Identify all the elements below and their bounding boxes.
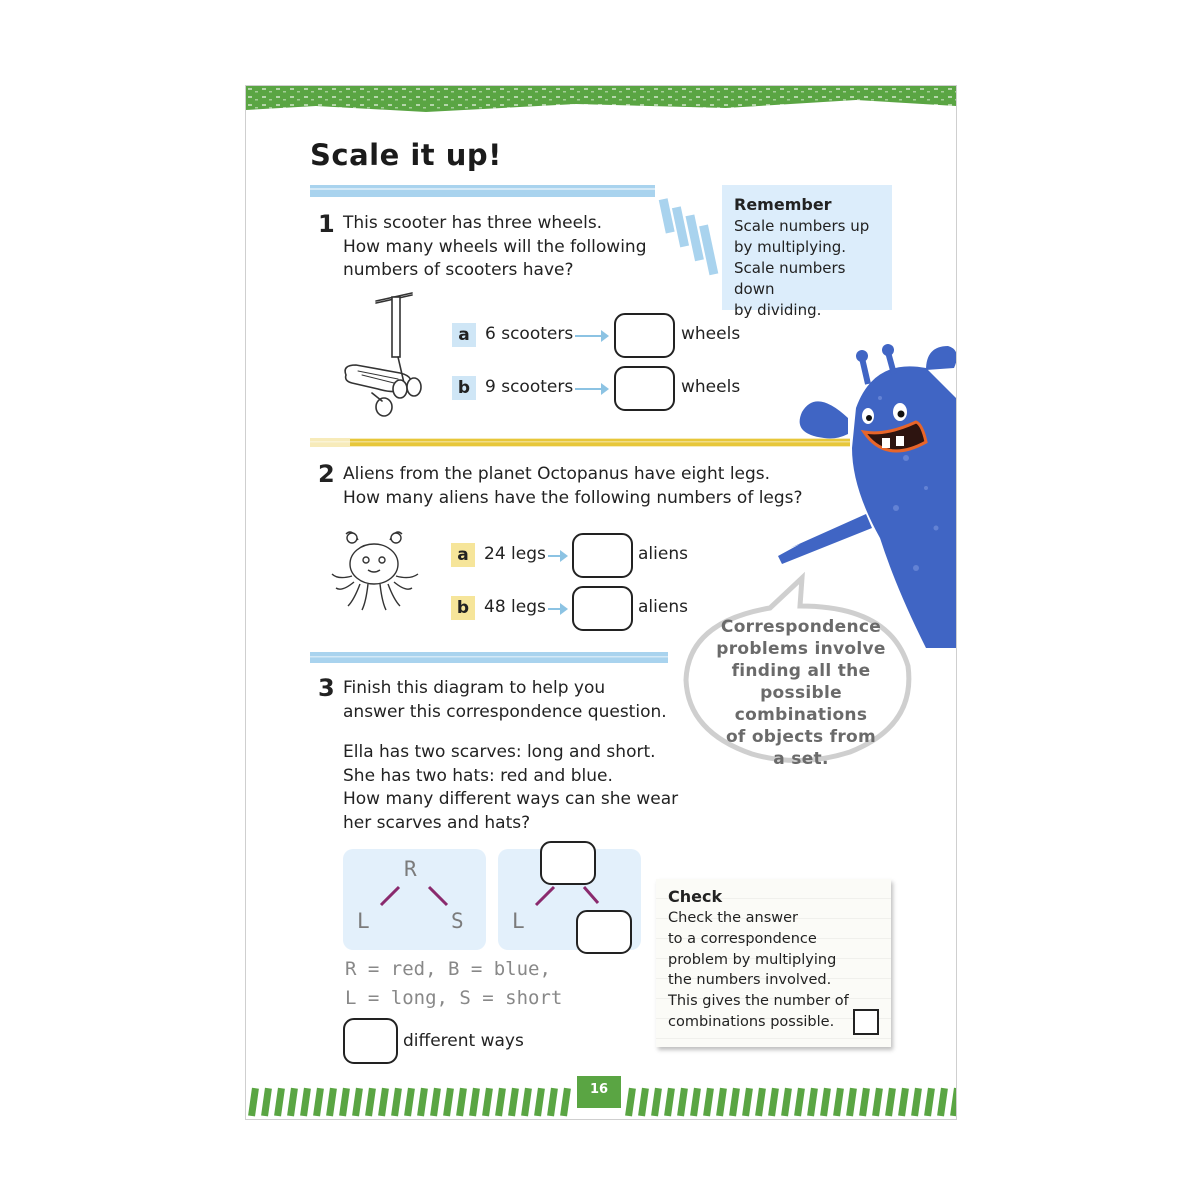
q2-number: 2 <box>318 460 335 488</box>
q1-number: 1 <box>318 210 335 238</box>
check-line: Check the answer <box>668 910 798 926</box>
q2b-letter: b <box>451 596 475 620</box>
key-line: R = red, B = blue, <box>345 958 551 980</box>
q1-text <box>343 212 647 283</box>
q2b-unit: aliens <box>638 597 688 617</box>
key-line: L = long, S = short <box>345 987 563 1009</box>
q1-line: This scooter has three wheels. <box>343 213 603 233</box>
check-note <box>656 879 891 1047</box>
q2a-arrow-icon <box>548 555 566 557</box>
remember-box <box>722 185 892 319</box>
q2a-unit: aliens <box>638 544 688 564</box>
blue-stripe-mid <box>310 651 674 665</box>
page-title: Scale it up! <box>310 138 502 172</box>
remember-line: by dividing. <box>734 301 822 319</box>
diagram-key <box>345 955 562 1013</box>
diagram-left-label: L <box>357 909 370 933</box>
q2a-letter: a <box>451 543 475 567</box>
q3-story-line: How many different ways can she wear <box>343 789 679 809</box>
bubble-line: of objects from <box>725 727 877 747</box>
check-line: problem by multiplying <box>668 951 837 968</box>
q2a-text: 24 legs <box>484 544 546 564</box>
q2b-text: 48 legs <box>484 597 546 617</box>
q3-intro <box>343 677 667 724</box>
q3-story-line: Ella has two scarves: long and short. <box>343 742 656 762</box>
tree-diagram-example <box>343 849 486 950</box>
q1a-answer-box[interactable] <box>614 313 675 358</box>
q2a-answer-box[interactable] <box>572 533 633 578</box>
q1a-letter: a <box>452 323 476 347</box>
q1a-arrow-icon <box>575 335 607 337</box>
diagram-right-label: S <box>451 909 464 933</box>
q1b-arrow-icon <box>575 388 607 390</box>
q1b-letter: b <box>452 376 476 400</box>
q1-line: numbers of scooters have? <box>343 260 574 280</box>
remember-line: Scale numbers down <box>734 259 846 298</box>
diagram2-top-answer-box[interactable] <box>540 841 596 885</box>
q3-story-line: She has two hats: red and blue. <box>343 765 613 786</box>
q3-intro-line: answer this correspondence question. <box>343 701 667 722</box>
q3-number: 3 <box>318 674 335 702</box>
q3-intro-line: Finish this diagram to help you <box>343 678 606 698</box>
q1a-unit: wheels <box>681 324 741 344</box>
q2b-arrow-icon <box>548 608 566 610</box>
diagram2-left-label: L <box>512 909 525 933</box>
check-heading: Check <box>668 887 723 906</box>
bubble-line: a set. <box>773 749 829 769</box>
top-green-banner <box>246 86 956 120</box>
scooter-illustration <box>338 289 430 417</box>
q3-story <box>343 741 678 835</box>
q1b-unit: wheels <box>681 377 741 397</box>
bubble-line: finding all the <box>731 661 871 681</box>
bubble-line: problems involve <box>716 639 886 659</box>
q3-answer-unit: different ways <box>403 1031 524 1051</box>
diagram-top-label: R <box>404 857 417 881</box>
q2b-answer-box[interactable] <box>572 586 633 631</box>
q1-line: How many wheels will the following <box>343 236 647 257</box>
q3-answer-box[interactable] <box>343 1018 398 1064</box>
speech-bubble-text <box>696 616 906 770</box>
q2-text <box>343 463 803 510</box>
yellow-stripe <box>310 436 850 450</box>
q2-line: Aliens from the planet Octopanus have eight legs. <box>343 464 771 484</box>
check-line: the numbers involved. <box>668 972 832 989</box>
remember-heading: Remember <box>734 195 832 214</box>
check-tickbox[interactable] <box>853 1009 879 1035</box>
bubble-line: Correspondence <box>720 617 882 637</box>
remember-line: Scale numbers up <box>734 217 870 235</box>
remember-line: by multiplying. <box>734 238 847 256</box>
diagram2-right-answer-box[interactable] <box>576 910 632 954</box>
worksheet-page <box>245 85 957 1120</box>
alien-illustration <box>330 526 426 616</box>
check-line: This gives the number of <box>668 993 849 1010</box>
q3-story-line: her scarves and hats? <box>343 812 531 833</box>
q1b-text: 9 scooters <box>485 377 574 397</box>
q1b-answer-box[interactable] <box>614 366 675 411</box>
q1a-text: 6 scooters <box>485 324 574 344</box>
page-number: 16 <box>577 1076 621 1108</box>
check-line: to a correspondence <box>668 930 817 947</box>
remember-body <box>734 216 880 321</box>
check-body <box>668 908 879 1033</box>
bubble-line: possible combinations <box>734 683 868 725</box>
diagram-branches <box>343 849 486 950</box>
check-line: combinations possible. <box>668 1013 835 1030</box>
q2-line: How many aliens have the following numbers of legs? <box>343 487 803 508</box>
